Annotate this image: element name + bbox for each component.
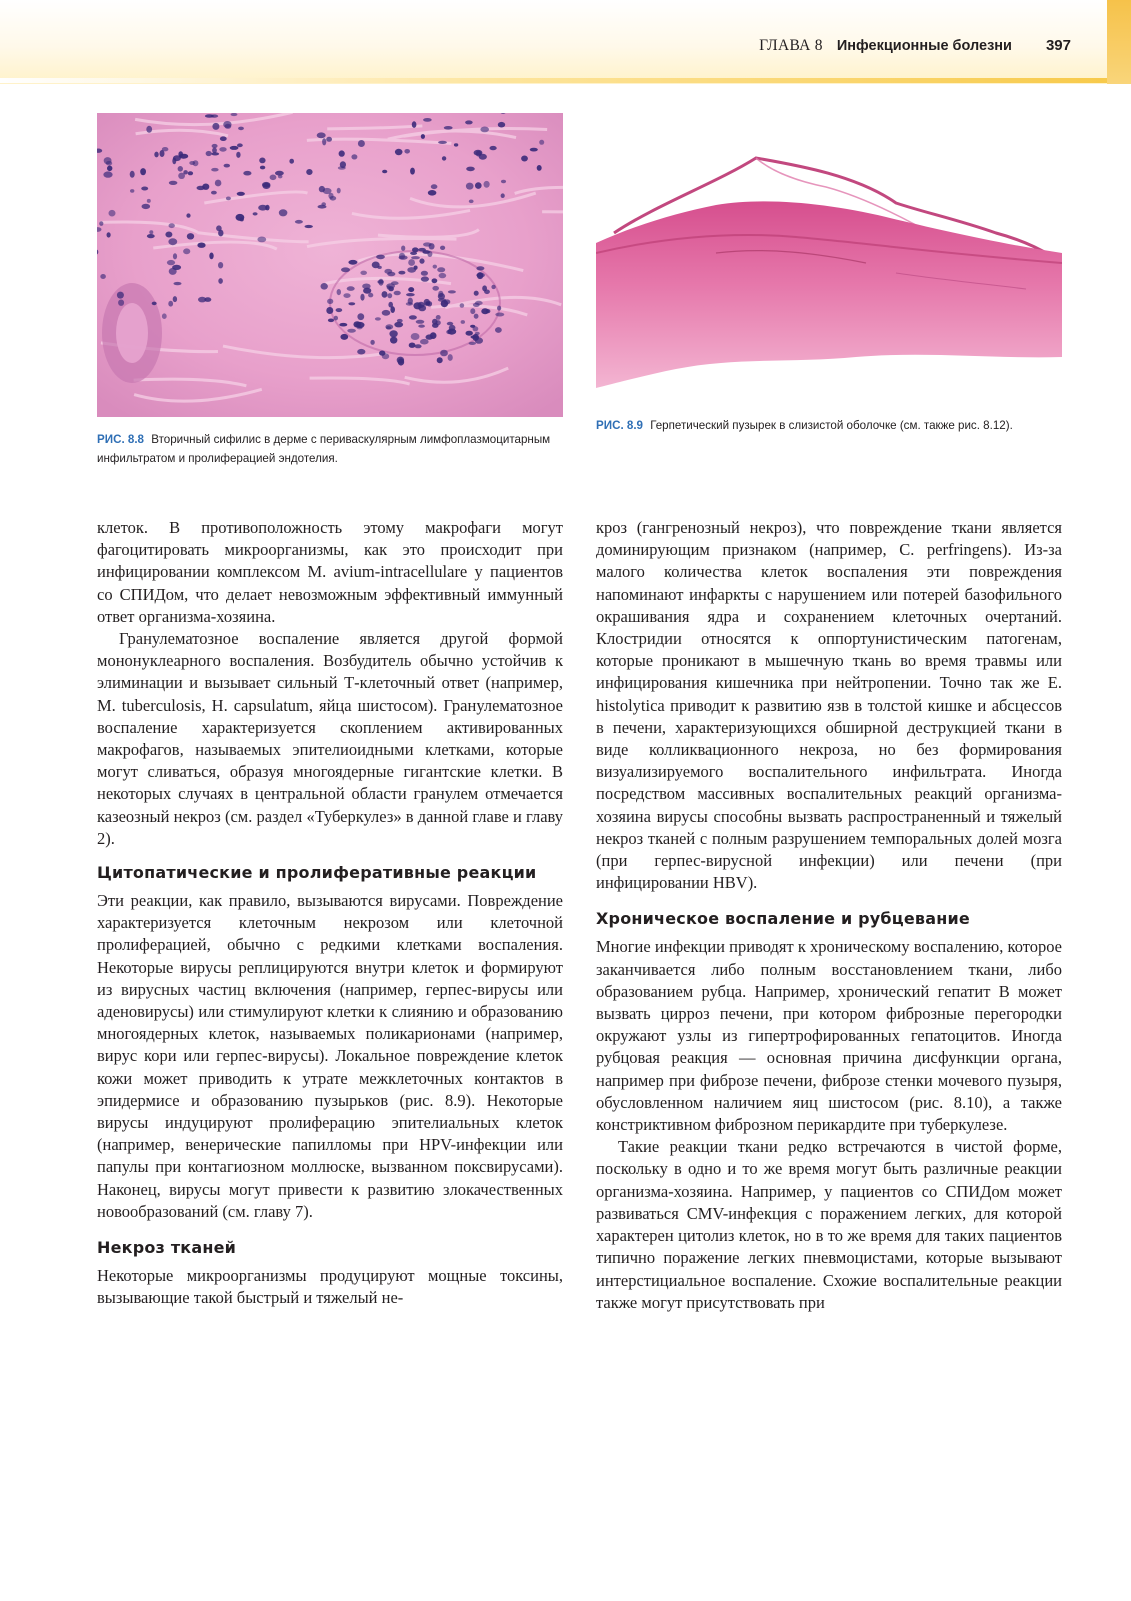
nucleus — [411, 333, 420, 340]
nucleus — [149, 230, 153, 234]
nucleus — [226, 197, 231, 201]
nucleus — [360, 294, 364, 301]
nucleus — [183, 248, 190, 254]
nucleus — [212, 123, 219, 130]
nucleus — [368, 293, 373, 298]
nucleus — [429, 243, 435, 249]
nucleus — [357, 349, 365, 355]
right-paragraph-2: Многие инфекции приводят к хроническому воспалению, которое заканчивается либо полным восстановлением ткани, либо образованием рубца. Например, хронический гепатит B может вызвать цирроз печени, при котором фиброзные перегородки окружают узлы из гипертрофированных гепатоцитов. Иногда рубцовая реакция — основная причина дисфункции органа, например при фиброзе печени, фиброзе стенки мочевого пузыря, обусловленном наличием яиц шистосом (рис. 8.10), а также констриктивном фиброзном перикардите при туберкулезе. — [596, 937, 1062, 1135]
nucleus — [188, 171, 193, 175]
nucleus — [438, 293, 445, 300]
nucleus — [408, 298, 413, 305]
nucleus — [495, 327, 502, 333]
nucleus — [431, 184, 438, 189]
nucleus — [469, 200, 474, 204]
nucleus — [141, 187, 148, 191]
nucleus — [382, 291, 388, 298]
nucleus — [375, 317, 381, 320]
nucleus — [186, 213, 190, 217]
nucleus — [461, 320, 465, 324]
nucleus — [539, 140, 544, 145]
nucleus — [440, 246, 445, 250]
left-paragraph-4: Некоторые микроорганизмы продуцируют мощные токсины, вызывающие такой быстрый и тяжелый не- — [97, 1266, 563, 1308]
nucleus — [174, 282, 182, 285]
nucleus — [289, 159, 294, 164]
nucleus — [295, 220, 303, 224]
nucleus — [423, 118, 432, 122]
nucleus — [236, 214, 245, 221]
nucleus — [537, 165, 542, 171]
nucleus — [339, 323, 347, 327]
figure-8-8-text: Вторичный сифилис в дерме с периваскулярным лимфоплазмоцитарным инфильтратом и пролиферацией эндотелия. — [97, 433, 551, 465]
section-heading-chronic: Хроническое воспаление и рубцевание — [596, 909, 970, 929]
nucleus — [162, 313, 167, 319]
nucleus — [162, 147, 169, 151]
nucleus — [211, 152, 219, 155]
nucleus — [422, 250, 430, 254]
nucleus — [382, 353, 389, 359]
nucleus — [211, 191, 217, 195]
nucleus — [219, 147, 226, 152]
nucleus — [340, 334, 348, 340]
left-column — [97, 517, 563, 1310]
nucleus — [421, 276, 429, 281]
nucleus — [189, 161, 195, 165]
nucleus — [220, 136, 227, 141]
nucleus — [330, 196, 337, 201]
nucleus — [130, 171, 135, 178]
nucleus — [211, 168, 218, 172]
nucleus — [218, 262, 223, 268]
nucleus — [347, 286, 355, 291]
nucleus — [209, 253, 213, 260]
nucleus — [406, 293, 415, 296]
nucleus — [430, 332, 437, 339]
nucleus — [215, 180, 222, 187]
nucleus — [275, 171, 284, 176]
nucleus — [178, 151, 183, 157]
nucleus — [436, 315, 441, 320]
nucleus — [216, 225, 222, 231]
nucleus — [152, 302, 157, 306]
nucleus — [372, 262, 380, 269]
nucleus — [387, 286, 391, 290]
nucleus — [279, 209, 288, 216]
nucleus — [154, 152, 158, 158]
nucleus — [130, 189, 134, 193]
nucleus — [100, 274, 106, 279]
nucleus — [377, 280, 383, 284]
nucleus — [473, 303, 480, 307]
section-heading-cytopathic: Цитопатические и пролиферативные реакции — [97, 863, 537, 883]
nucleus — [491, 285, 495, 289]
nucleus — [168, 238, 177, 245]
nucleus — [410, 252, 417, 255]
nucleus — [225, 124, 232, 129]
nucleus — [501, 180, 506, 183]
nucleus — [411, 256, 420, 259]
nucleus — [253, 212, 258, 215]
figure-8-8-image — [97, 113, 563, 417]
nucleus — [466, 167, 475, 172]
nucleus — [140, 168, 146, 175]
left-paragraph-2: Гранулематозное воспаление является другой формой мононуклеарного воспаления. Возбудитель обычно устойчив к элиминации и вызывает сильный Т-клеточный ответ (например, M. tuberculosis, H. capsulatum, яйца шистосом). Гранулематозное воспаление характеризуется скоплением активированных макрофагов, называемых эпителиоидными клетками, которые могут сливаться, образуя многоядерные гигантские клетки. В некоторых случаях в центральной области гранулем отмечается казеозный некроз (см. раздел «Туберкулез» в данной главе и главу 2). — [97, 629, 563, 848]
nucleus — [376, 255, 385, 260]
nucleus — [408, 287, 414, 292]
nucleus — [490, 146, 497, 150]
nucleus — [412, 121, 417, 128]
header-strip — [0, 78, 1131, 83]
nucleus — [231, 113, 238, 116]
nucleus — [401, 246, 405, 251]
nucleus — [416, 320, 425, 324]
nucleus — [448, 354, 453, 361]
nucleus — [358, 140, 365, 147]
nucleus — [237, 192, 245, 196]
chapter-label: ГЛАВА 8 — [759, 37, 823, 54]
nucleus — [236, 152, 240, 158]
right-paragraph-3: Такие реакции ткани редко встречаются в чистой форме, поскольку в одно и то же время могут быть различные реакции организма-хозяина. Например, у пациентов со СПИДом может развиваться CMV-инфекция с поражением легких, для которой характерен цитолиз клеток, но в то же время для таких пациентов типично поражение легких пневмоцистами, которые вызывают интерстициальное воспаление. Схожие воспалительные реакции также могут присутствовать при — [596, 1137, 1062, 1312]
nucleus — [387, 293, 392, 298]
nucleus — [348, 260, 357, 265]
right-column — [596, 517, 1062, 1314]
nucleus — [104, 157, 112, 164]
nucleus — [147, 234, 155, 238]
nucleus — [107, 166, 112, 172]
nucleus — [238, 127, 244, 131]
nucleus — [486, 309, 491, 313]
nucleus — [497, 306, 501, 311]
nucleus — [326, 137, 332, 142]
nucleus — [169, 181, 178, 185]
nucleus — [438, 141, 447, 144]
nucleus — [306, 169, 312, 175]
nucleus — [351, 154, 357, 159]
nucleus — [237, 143, 243, 147]
nucleus — [322, 138, 326, 145]
nucleus — [482, 285, 487, 291]
nucleus — [399, 253, 405, 260]
nucleus — [204, 297, 211, 302]
nucleus — [386, 326, 391, 329]
nucleus — [394, 322, 403, 328]
nucleus — [466, 183, 474, 190]
nucleus — [397, 319, 403, 323]
figure-8-9-caption — [596, 416, 1064, 435]
nucleus — [432, 278, 438, 283]
nucleus — [243, 171, 251, 176]
nucleus — [362, 284, 370, 289]
nucleus — [476, 273, 485, 278]
nucleus — [305, 225, 313, 228]
nucleus — [420, 339, 429, 345]
nucleus — [224, 164, 230, 168]
nucleus — [334, 316, 338, 321]
nucleus — [103, 171, 112, 177]
nucleus — [183, 170, 188, 174]
running-head — [759, 37, 1071, 59]
figure-8-8-caption — [97, 430, 565, 468]
nucleus — [404, 149, 410, 154]
nucleus — [415, 344, 422, 348]
nucleus — [466, 331, 473, 336]
nucleus — [472, 334, 479, 341]
nucleus — [448, 290, 456, 293]
figure-8-8-label: РИС. 8.8 — [97, 433, 144, 446]
nucleus — [146, 126, 152, 133]
chapter-title: Инфекционные болезни — [836, 38, 1012, 54]
nucleus — [382, 170, 387, 174]
nucleus — [147, 199, 151, 203]
nucleus — [421, 134, 425, 139]
nucleus — [410, 168, 415, 175]
nucleus — [197, 243, 205, 248]
nucleus — [117, 292, 124, 299]
nucleus — [479, 154, 487, 160]
nucleus — [318, 205, 327, 209]
nucleus — [421, 271, 428, 276]
nucleus — [389, 330, 397, 337]
nucleus — [465, 120, 473, 124]
nucleus — [326, 307, 333, 314]
header-accent — [1107, 0, 1131, 84]
nucleus — [454, 143, 458, 146]
nucleus — [343, 293, 350, 298]
nucleus — [521, 156, 528, 162]
nucleus — [432, 286, 439, 291]
nucleus — [109, 210, 116, 217]
nucleus — [409, 343, 416, 348]
nucleus — [173, 296, 177, 302]
nucleus — [99, 221, 103, 226]
nucleus — [337, 188, 341, 194]
nucleus — [395, 149, 403, 155]
nucleus — [262, 182, 270, 188]
nucleus — [470, 308, 475, 314]
nucleus — [327, 299, 333, 304]
nucleus — [394, 291, 401, 296]
nucleus — [428, 190, 437, 196]
nucleus — [328, 319, 334, 323]
nucleus — [257, 237, 266, 243]
nucleus — [484, 181, 490, 188]
left-paragraph-3: Эти реакции, как правило, вызываются вирусами. Повреждение характеризуется клеточным некрозом или клеточной пролиферацией, обычно с редкими клетками воспаления. Некоторые вирусы реплицируются внутри клеток и формируют из вирусных частиц включения (например, герпес-вирусы или аденовирусы) или стимулируют клетки к слиянию и образованию многоядерных клеток, называемых поликарионами (например, вирус кори или герпес-вирусы). Локальное повреждение клеток кожи может приводить к утрате межклеточных контактов в эпидермисе и образованию пузырьков (рис. 8.9). Некоторые вирусы индуцируют пролиферацию эпителиальных клеток (например, венерические папилломы при HPV-инфекции или папулы при контагиозном моллюске, вызванном поксвирусами). Наконец, вирусы могут привести к развитию злокачественных новообразований (см. главу 7). — [97, 891, 563, 1221]
nucleus — [317, 132, 326, 138]
nucleus — [172, 265, 181, 270]
nucleus — [495, 313, 504, 317]
nucleus — [165, 232, 172, 238]
nucleus — [360, 271, 367, 275]
nucleus — [439, 273, 447, 278]
nucleus — [476, 266, 484, 270]
nucleus — [414, 266, 418, 270]
nucleus — [408, 259, 415, 266]
nucleus — [357, 313, 364, 320]
nucleus — [437, 267, 445, 272]
section-heading-necrosis: Некроз тканей — [97, 1238, 237, 1258]
nucleus — [440, 350, 448, 357]
left-paragraph-1: клеток. В противоположность этому макрофаги могут фагоцитировать микроорганизмы, как это происходит при инфицировании комплексом M. avium-intracellulare у пациентов со СПИДом, что делает невозможным эффективный иммунный ответ организма-хозяина. — [97, 518, 563, 626]
nucleus — [387, 272, 395, 277]
nucleus — [418, 325, 425, 328]
nucleus — [230, 146, 239, 150]
nucleus — [167, 260, 175, 265]
nucleus — [390, 337, 397, 344]
nucleus — [118, 300, 124, 306]
nucleus — [212, 148, 217, 154]
nucleus — [474, 314, 479, 319]
nucleus — [187, 233, 194, 239]
page-number: 397 — [1045, 37, 1071, 54]
nucleus — [446, 330, 451, 334]
nucleus — [437, 357, 443, 363]
nucleus — [390, 306, 395, 313]
nucleus — [398, 358, 404, 365]
nucleus — [475, 182, 482, 189]
right-paragraph-1: кроз (гангренозный некроз), что повреждение ткани является доминирующим признаком (например, C. perfringens). Из-за малого количества клеток воспаления эти повреждения напоминают инфаркты с нарушением или потерей базофильного окрашивания ядра и сохранением клеточных очертаний. Клостридии относятся к оппортунистическим патогенам, которые проникают в мышечную ткань во время травмы или инфицирования кишечника при нейтропении. Точно так же E. histolytica приводит к развитию язв в толстой кишке и абсцессов в печени, характеризующихся обширной деструкцией ткани в виде колликвационного некроза, но без формирования визуализируемого воспалительного инфильтрата. Иногда посредством массивных воспалительных реакций организма-хозяина вирусы способны вызвать распространенный и тяжелый некроз тканей с полным разрушением темпоральных долей мозга (при герпес-вирусной инфекции) или печени (при инфицировании HBV). — [596, 518, 1062, 893]
nucleus — [432, 319, 438, 325]
nucleus — [339, 150, 345, 156]
nucleus — [206, 151, 212, 156]
nucleus — [418, 302, 425, 308]
nucleus — [530, 148, 538, 152]
nucleus — [347, 329, 356, 333]
nucleus — [212, 144, 218, 148]
nucleus — [142, 204, 151, 209]
figure-8-9-label: РИС. 8.9 — [596, 419, 643, 432]
nucleus — [173, 253, 177, 259]
nucleus — [168, 301, 173, 307]
nucleus — [474, 291, 479, 296]
nucleus — [107, 232, 111, 237]
nucleus — [265, 205, 269, 211]
nucleus — [469, 342, 476, 345]
nucleus — [260, 166, 265, 170]
nucleus — [356, 322, 365, 328]
figure-8-9-text: Герпетический пузырек в слизистой оболочке (см. также рис. 8.12). — [650, 419, 1013, 432]
nucleus — [419, 258, 424, 263]
nucleus — [341, 267, 350, 272]
nucleus — [218, 278, 223, 284]
nucleus — [444, 126, 453, 130]
nucleus — [336, 308, 343, 312]
nucleus — [460, 303, 465, 308]
nucleus — [321, 283, 328, 290]
nucleus — [211, 114, 219, 117]
nucleus — [473, 326, 479, 331]
nucleus — [498, 122, 505, 128]
nucleus — [340, 161, 346, 168]
nucleus — [319, 186, 325, 192]
nucleus — [442, 156, 446, 160]
nucleus — [172, 158, 176, 165]
nucleus — [197, 186, 205, 190]
nucleus — [480, 127, 489, 133]
figure-8-9-image — [596, 113, 1062, 403]
nucleus — [398, 271, 405, 275]
nucleus — [370, 340, 374, 345]
nucleus — [178, 166, 183, 172]
nucleus — [348, 302, 355, 305]
nucleus — [501, 193, 505, 198]
nucleus — [259, 158, 265, 164]
nucleus — [409, 315, 417, 319]
nucleus — [382, 310, 391, 316]
nucleus — [169, 223, 175, 228]
nucleus — [270, 175, 277, 181]
nucleus — [433, 265, 437, 269]
nucleus — [337, 289, 341, 295]
